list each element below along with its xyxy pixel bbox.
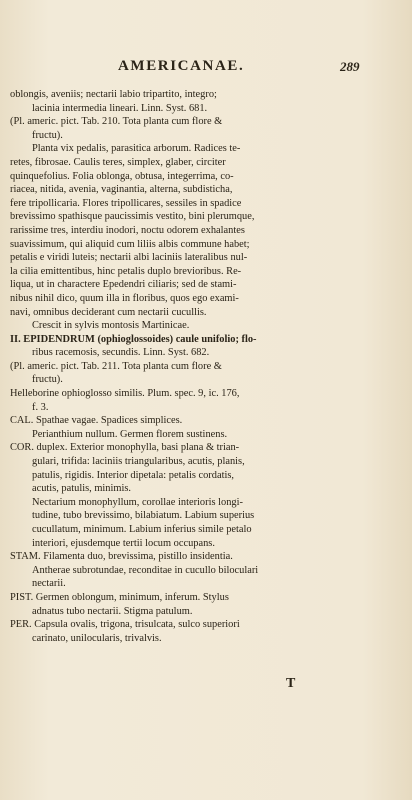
text-line: (Pl. americ. pict. Tab. 210. Tota planta cum flore & <box>10 116 223 128</box>
text-line: gulari, trifida: laciniis triangularibus, acutis, planis, <box>32 456 245 468</box>
text-line: riacea, nitida, avenia, vaginantia, alterna, subdisticha, <box>10 184 233 196</box>
text-line: COR. duplex. Exterior monophylla, basi plana & trian- <box>10 442 240 454</box>
text-line: cucullatum, minimum. Labium inferius simile petalo <box>32 524 252 535</box>
text-line: CAL. Spathae vagae. Spadices simplices. <box>10 415 183 427</box>
text-line: oblongis, aveniis; nectarii labio tripartito, integro; <box>10 89 217 100</box>
species-heading: II. EPIDENDRUM (ophioglossoides) caule unifolio; flo- <box>10 333 257 345</box>
page-number: 289 <box>340 59 360 74</box>
text-line: Crescit in sylvis montosis Martinicae. <box>32 320 190 332</box>
text-line: PER. Capsula ovalis, trigona, trisulcata, sulco superiori <box>10 619 240 631</box>
text-line: Nectarium monophyllum, corollae interioris longi- <box>32 496 243 508</box>
text-line: lacinia intermedia lineari. Linn. Syst. 681. <box>32 102 208 114</box>
text-line: quinquefolius. Folia oblonga, obtusa, integerrima, co- <box>10 170 234 182</box>
text-line: nibus nihil dico, quum illa in floribus, quos ego exami- <box>10 292 239 304</box>
text-line: carinato, unilocularis, trivalvis. <box>32 632 162 644</box>
text-line: nectarii. <box>32 578 66 590</box>
text-line: Helleborine ophioglosso similis. Plum. spec. 9, ic. 176, <box>10 388 240 400</box>
page-header <box>0 58 412 78</box>
text-line: rarissime tres, interdiu inodori, noctu odorem exhalantes <box>10 224 245 236</box>
text-line: tudine, tubo brevissimo, bilabiatum. Labium superius <box>32 510 255 522</box>
text-line: adnatus tubo nectarii. Stigma patulum. <box>32 605 193 617</box>
text-line: retes, fibrosae. Caulis teres, simplex, glaber, circiter <box>10 156 226 168</box>
text-line: fere tripollicaria. Flores tripollicares, sessiles in spadice <box>10 197 242 209</box>
text-line: PIST. Germen oblongum, minimum, inferum. Stylus <box>10 591 229 603</box>
text-line: ribus racemosis, secundis. Linn. Syst. 682. <box>32 347 210 359</box>
text-line: fructu). <box>32 374 63 386</box>
text-line: acutis, patulis, minimis. <box>32 483 131 495</box>
text-line: f. 3. <box>32 401 49 413</box>
text-line: navi, omnibus deciderant cum nectarii cucullis. <box>10 306 207 318</box>
text-line: STAM. Filamenta duo, brevissima, pistillo insidentia. <box>10 551 233 563</box>
text-line: (Pl. americ. pict. Tab. 211. Tota planta cum flore & <box>10 360 222 372</box>
text-line: Planta vix pedalis, parasitica arborum. Radices te- <box>32 143 241 155</box>
text-line: fructu). <box>32 129 63 141</box>
text-line: Perianthium nullum. Germen florem sustinens. <box>32 428 228 440</box>
text-line: brevissimo spathisque paucissimis vestito, bini plerumque, <box>10 211 255 223</box>
body-text <box>10 88 370 645</box>
text-line: patulis, rigidis. Interior dipetala: petalis cordatis, <box>32 469 234 481</box>
signature-mark: T <box>286 676 296 691</box>
text-line: liqua, ut in charactere Epedendri ciliaris; sed de stami- <box>10 279 237 291</box>
text-line: suavissimum, qui aliquid cum liliis albis commune habet; <box>10 238 250 250</box>
text-line: petalis e viridi luteis; nectarii albi laciniis lateralibus nul- <box>10 252 248 264</box>
text-line: interiori, ejusdemque tertii locum occupans. <box>32 537 215 549</box>
text-line: la cilia emittentibus, hinc petalis duplo brevioribus. Re- <box>10 265 242 277</box>
text-line: Antherae subrotundae, reconditae in cucullo biloculari <box>32 564 259 576</box>
running-head: AMERICANAE. <box>118 58 245 74</box>
